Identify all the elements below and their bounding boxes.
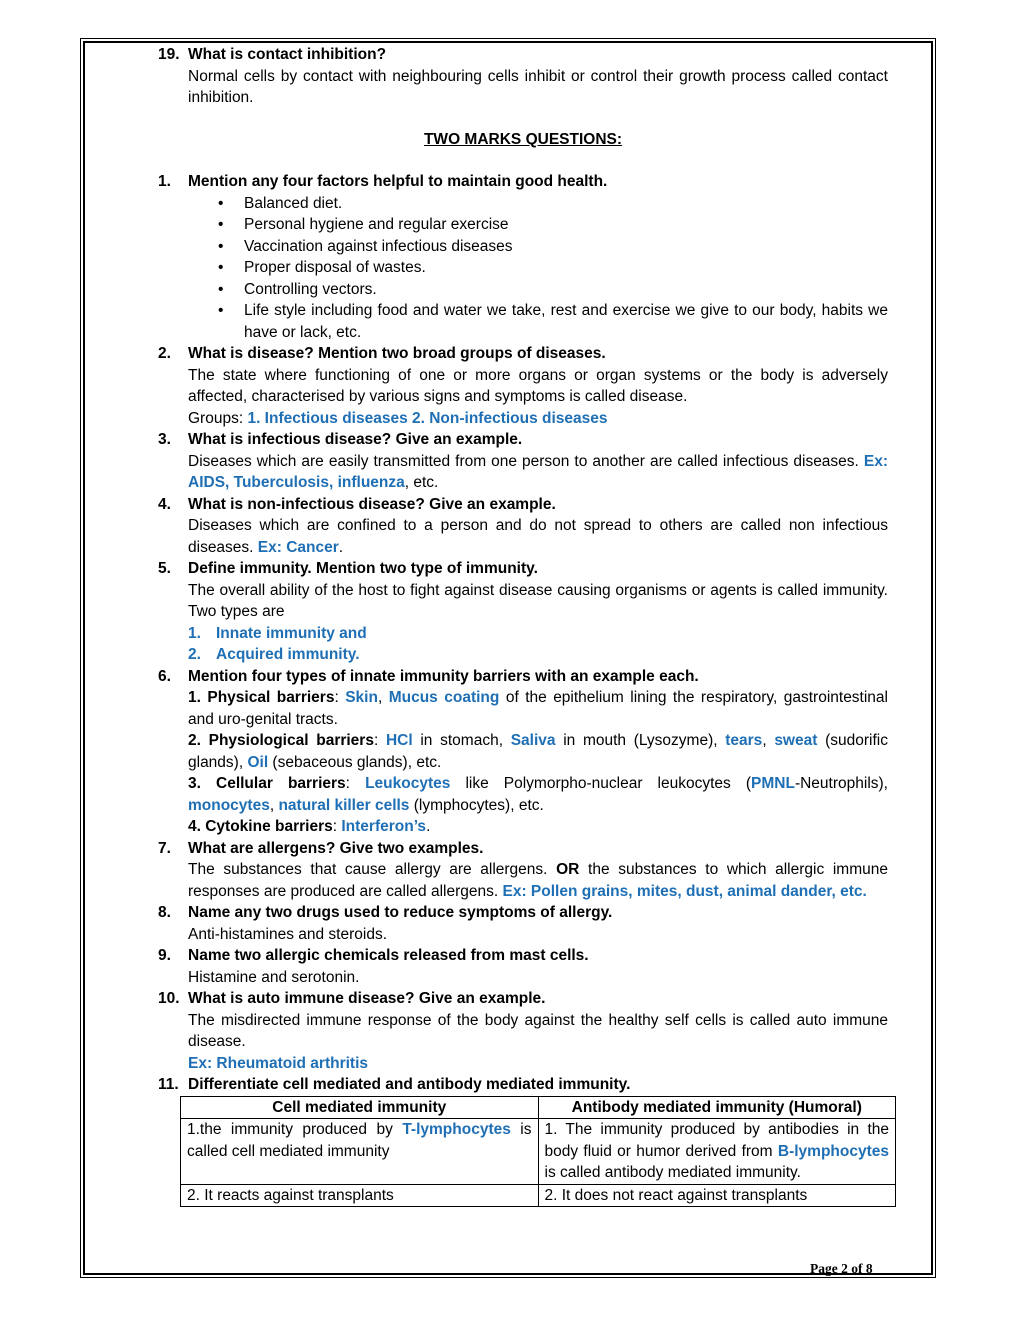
groups-label: Groups: — [188, 409, 248, 427]
example-term: Saliva — [510, 732, 556, 749]
question-text: What are allergens? Give two examples. — [188, 839, 484, 857]
question-text: Mention any four factors helpful to maintain good health. — [188, 173, 608, 190]
question-number: 5. — [158, 560, 171, 577]
separator: : — [334, 689, 346, 706]
page-number: 2 — [841, 1261, 848, 1276]
bullet-list — [188, 193, 888, 344]
question-text: Differentiate cell mediated and antibody mediated immunity. — [188, 1076, 631, 1093]
answer-text: Histamine and serotonin. — [188, 968, 360, 986]
answer-text — [188, 451, 888, 494]
immunity-type-item — [188, 644, 888, 666]
example-term: HCl — [385, 732, 413, 749]
example-text: Ex: Rheumatoid arthritis — [188, 1054, 368, 1072]
question-number: 19. — [158, 46, 180, 63]
comparison-table — [180, 1096, 896, 1208]
cell-highlight: T-lymphocytes — [402, 1121, 511, 1138]
barrier-text: in mouth (Lysozyme), — [555, 732, 726, 749]
example-text: Ex: AIDS, Tuberculosis, influenza — [188, 452, 888, 491]
cell-text: 1. The immunity produced by antibodies in the body fluid or humor derived from — [544, 1121, 889, 1160]
table-row — [181, 1184, 896, 1207]
item-text: Innate immunity and — [216, 624, 367, 642]
example-term: tears — [725, 732, 763, 749]
barrier-label: 2. Physiological barriers — [188, 732, 374, 749]
question-9 — [158, 945, 888, 988]
question-4 — [158, 494, 888, 559]
barrier-text: -Neutrophils), — [794, 775, 888, 792]
answer-text: The overall ability of the host to fight against disease causing organisms or agents is called immunity. Two types are — [188, 581, 888, 620]
barrier-text: (sebaceous glands), etc. — [268, 753, 442, 771]
bullet-item: • Balanced diet. — [244, 193, 888, 215]
example-term: monocytes — [188, 796, 270, 814]
bullet-item: • Life style including food and water we take, rest and exercise we give to our body, habits we have or lack, etc. — [244, 300, 888, 343]
page-total: 8 — [865, 1261, 873, 1276]
answer-text: Normal cells by contact with neighbouring cells inhibit or control their growth process called contact inhibition. — [188, 67, 888, 106]
cell-text: 1.the immunity produced by — [187, 1121, 403, 1138]
separator: , — [377, 689, 389, 706]
page-number-footer — [810, 1261, 873, 1277]
table-row — [181, 1119, 896, 1185]
bullet-item: • Controlling vectors. — [244, 279, 888, 301]
question-1 — [158, 171, 888, 343]
item-number: 1. — [188, 624, 201, 642]
table-cell: 2. It reacts against transplants — [181, 1184, 539, 1207]
barrier-text: (sudorific glands), — [188, 732, 888, 771]
question-3 — [158, 429, 888, 494]
answer-body: Diseases which are easily transmitted from one person to another are called infectious diseases. — [188, 452, 864, 470]
question-number: 2. — [158, 345, 171, 362]
question-number: 9. — [158, 947, 171, 964]
answer-tail: , etc. — [404, 474, 439, 491]
question-text: What is contact inhibition? — [188, 46, 387, 63]
immunity-type-item — [188, 623, 888, 645]
question-number: 1. — [158, 173, 171, 190]
question-number: 6. — [158, 667, 171, 685]
answer-text — [188, 859, 888, 902]
barrier-text: , — [269, 796, 279, 814]
question-text: Mention four types of innate immunity barriers with an example each. — [188, 667, 699, 685]
bullet-item: • Proper disposal of wastes. — [244, 257, 888, 279]
question-number: 3. — [158, 431, 171, 448]
page-content — [158, 44, 888, 1207]
question-8 — [158, 902, 888, 945]
cell-text: is called antibody mediated immunity. — [544, 1164, 801, 1181]
bullet-item: • Personal hygiene and regular exercise — [244, 214, 888, 236]
cell-text: is called cell mediated immunity — [187, 1121, 532, 1160]
table-header: Cell mediated immunity — [181, 1096, 539, 1119]
question-text: Name any two drugs used to reduce symptoms of allergy. — [188, 904, 613, 921]
bullet-item: • Vaccination against infectious diseases — [244, 236, 888, 258]
question-7 — [158, 838, 888, 903]
separator: : — [373, 732, 386, 749]
answer-text: The state where functioning of one or more organs or organ systems or the body is adversely affected, characterised by various signs and symptoms is called disease. — [188, 366, 888, 405]
barrier-text: like Polymorpho-nuclear leukocytes ( — [450, 775, 752, 792]
or-label: OR — [556, 861, 580, 878]
question-text: What is auto immune disease? Give an example. — [188, 990, 546, 1007]
physical-barriers — [188, 687, 888, 730]
answer-body: The substances that cause allergy are allergens. — [188, 861, 557, 878]
example-term: Interferon’s — [341, 818, 427, 835]
question-19 — [158, 44, 888, 109]
physiological-barriers — [188, 730, 888, 773]
barrier-label: 3. Cellular barriers — [188, 775, 346, 792]
question-text: Name two allergic chemicals released from mast cells. — [188, 947, 589, 964]
answer-body: the substances to which allergic immune responses are produced are called allergens. — [188, 861, 888, 900]
barrier-label: 4. Cytokine barriers — [188, 818, 333, 835]
answer-text: Anti-histamines and steroids. — [188, 925, 388, 943]
item-number: 2. — [188, 646, 201, 663]
barrier-text: (lymphocytes), etc. — [409, 796, 544, 814]
example-term: Skin — [345, 689, 378, 706]
question-text: What is disease? Mention two broad groups of diseases. — [188, 345, 606, 362]
question-number: 10. — [158, 990, 180, 1007]
table-cell — [181, 1119, 539, 1185]
question-number: 11. — [158, 1076, 179, 1093]
table-cell: 2. It does not react against transplants — [538, 1184, 896, 1207]
cytokine-barriers — [188, 816, 888, 838]
example-term: natural killer cells — [278, 796, 410, 814]
barrier-label: 1. Physical barriers — [188, 689, 335, 706]
question-number: 7. — [158, 839, 171, 857]
question-6 — [158, 666, 888, 838]
example-term: Oil — [247, 753, 269, 771]
of-label: of — [847, 1261, 866, 1276]
page-label: Page — [810, 1261, 842, 1276]
example-term: Mucus coating — [388, 689, 500, 706]
cellular-barriers — [188, 773, 888, 816]
table-cell — [538, 1119, 896, 1185]
example-text: Ex: Pollen grains, mites, dust, animal dander, etc. — [502, 882, 867, 900]
question-text: What is non-infectious disease? Give an example. — [188, 495, 556, 513]
answer-body: Diseases which are confined to a person and do not spread to others are called non infectious diseases. — [188, 517, 888, 556]
item-text: Acquired immunity. — [216, 646, 360, 663]
groups-line — [188, 408, 888, 430]
example-text: Ex: Cancer — [257, 538, 339, 556]
question-2 — [158, 343, 888, 429]
section-heading: TWO MARKS QUESTIONS: — [423, 130, 623, 148]
separator: : — [332, 818, 342, 835]
barrier-text: in stomach, — [412, 732, 511, 749]
example-term: sweat — [774, 732, 818, 749]
answer-text: The misdirected immune response of the body against the healthy self cells is called auto immune disease. — [188, 1011, 888, 1050]
question-number: 8. — [158, 904, 171, 921]
cell-highlight: B-lymphocytes — [777, 1142, 889, 1160]
answer-text — [188, 515, 888, 558]
groups-value: 1. Infectious diseases 2. Non-infectious diseases — [247, 409, 608, 427]
question-text: Define immunity. Mention two type of immunity. — [188, 560, 538, 577]
barrier-text: of the epithelium lining the respiratory, gastrointestinal and uro-genital tracts. — [188, 689, 888, 728]
question-5 — [158, 558, 888, 666]
barrier-text: . — [426, 818, 431, 835]
question-10 — [158, 988, 888, 1074]
separator: : — [345, 775, 366, 792]
answer-tail: . — [338, 538, 344, 556]
question-11 — [158, 1074, 888, 1207]
barrier-text: , — [762, 732, 775, 749]
question-number: 4. — [158, 495, 171, 513]
example-term: Leukocytes — [365, 775, 451, 792]
example-term: PMNL — [751, 775, 795, 792]
question-text: What is infectious disease? Give an example. — [188, 431, 523, 448]
table-header-row — [181, 1096, 896, 1119]
table-header: Antibody mediated immunity (Humoral) — [538, 1096, 896, 1119]
